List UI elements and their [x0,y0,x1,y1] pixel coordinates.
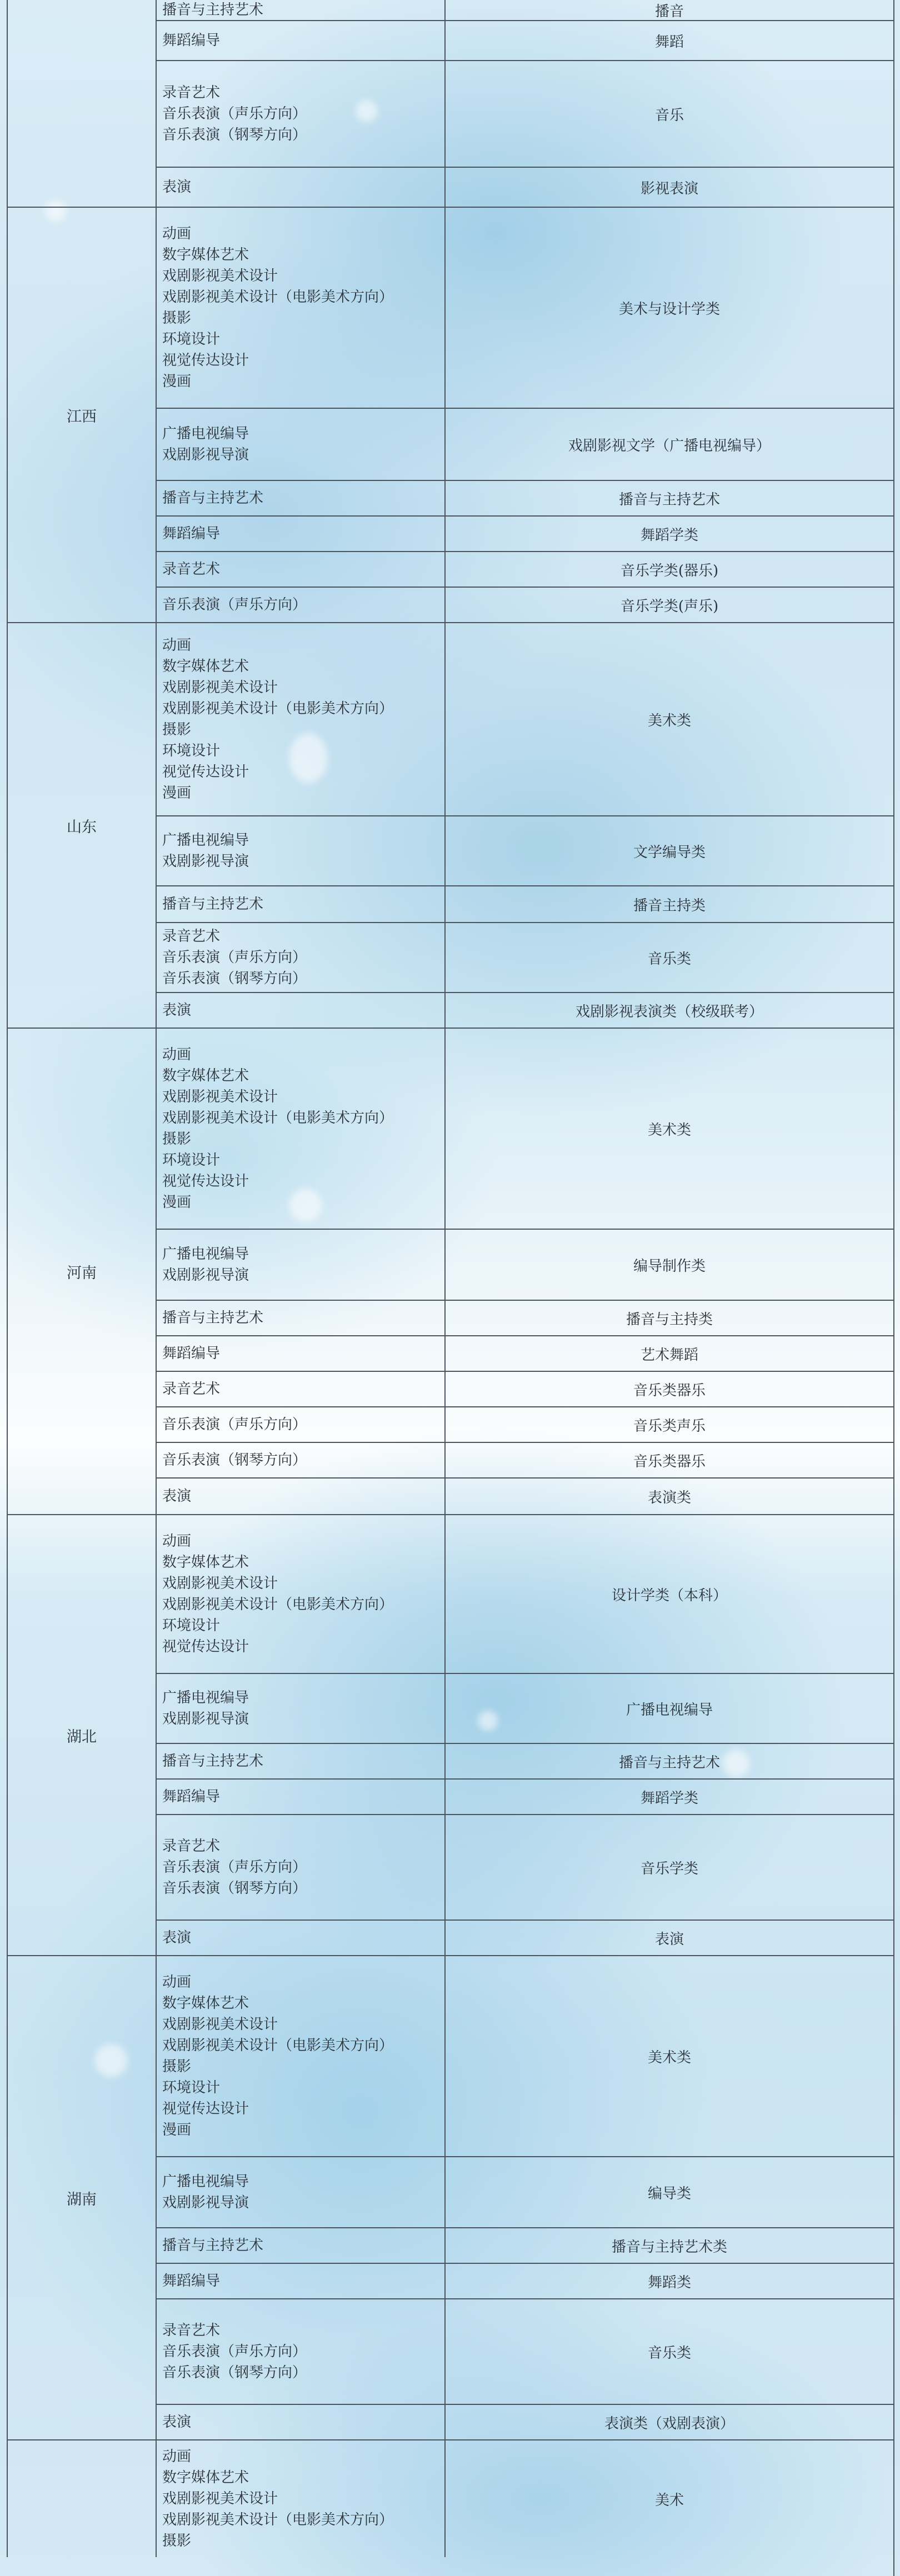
major-name: 表演 [162,179,192,196]
major-name: 视觉传达设计 [162,764,249,780]
majors-cell [157,923,446,993]
province-cell: 山东 [7,623,157,1029]
category-cell: 美术类 [446,623,893,816]
major-name: 戏剧影视导演 [162,1711,249,1727]
major-name: 数字媒体艺术 [162,1995,249,2012]
major-name: 动画 [162,1974,192,1991]
category-cell: 表演类 [446,1479,893,1515]
majors-cell [157,1921,446,1956]
province-cell: 湖南 [7,1956,157,2440]
major-name: 戏剧影视美术设计 [162,1089,278,1105]
major-name: 摄影 [162,310,192,327]
major-name: 戏剧影视美术设计（电影美术方向） [162,1596,394,1613]
category-cell: 音乐类器乐 [446,1443,893,1479]
major-name: 戏剧影视美术设计 [162,1575,278,1592]
majors-cell [157,2405,446,2440]
province-cell [7,0,157,208]
majors-cell [157,21,446,61]
major-name: 音乐表演（声乐方向） [162,1859,307,1876]
major-name: 环境设计 [162,2079,221,2096]
category-cell: 戏剧影视文学（广播电视编导） [446,409,893,481]
category-cell: 播音主持类 [446,886,893,923]
major-name: 广播电视编导 [162,1690,249,1706]
category-cell: 影视表演 [446,168,893,208]
major-name: 音乐表演（声乐方向） [162,1416,307,1433]
major-name: 动画 [162,2448,192,2465]
major-name: 动画 [162,1533,192,1550]
category-cell: 播音与主持艺术类 [446,2228,893,2264]
majors-cell [157,2440,446,2557]
majors-cell [157,1515,446,1674]
category-cell: 音乐类声乐 [446,1407,893,1443]
major-name: 数字媒体艺术 [162,1554,249,1571]
majors-cell [157,1780,446,1815]
majors-cell [157,1956,446,2157]
majors-cell [157,588,446,623]
major-name: 音乐表演（钢琴方向） [162,2364,307,2381]
major-name: 摄影 [162,2058,192,2075]
category-cell: 音乐类器乐 [446,1372,893,1407]
category-cell: 舞蹈 [446,21,893,61]
category-cell: 音乐 [446,61,893,168]
major-name: 戏剧影视美术设计（电影美术方向） [162,2037,394,2054]
major-name: 戏剧影视美术设计（电影美术方向） [162,2512,394,2528]
majors-cell [157,1443,446,1479]
major-name: 戏剧影视美术设计（电影美术方向） [162,700,394,717]
category-cell: 编导类 [446,2157,893,2228]
major-name: 音乐表演（声乐方向） [162,597,307,613]
major-name: 戏剧影视导演 [162,2194,249,2211]
majors-cell [157,1815,446,1921]
majors-cell [157,1336,446,1372]
major-name: 表演 [162,1930,192,1946]
majors-cell [157,517,446,552]
major-name: 播音与主持艺术 [162,2,264,18]
majors-cell [157,168,446,208]
major-name: 音乐表演（钢琴方向） [162,1452,307,1469]
major-name: 戏剧影视导演 [162,853,249,870]
major-name: 录音艺术 [162,928,221,945]
major-name: 视觉传达设计 [162,2101,249,2117]
category-cell: 音乐类 [446,2299,893,2405]
major-name: 戏剧影视美术设计（电影美术方向） [162,289,394,305]
majors-cell [157,2299,446,2405]
major-name: 播音与主持艺术 [162,490,264,507]
province-cell [7,2440,157,2557]
major-name: 录音艺术 [162,2322,221,2339]
province-cell: 江西 [7,208,157,623]
majors-cell [157,1479,446,1515]
major-name: 广播电视编导 [162,1246,249,1262]
majors-cell [157,0,446,21]
major-name: 摄影 [162,1131,192,1147]
category-cell: 舞蹈类 [446,2264,893,2299]
majors-cell [157,1301,446,1336]
major-name: 动画 [162,225,192,242]
major-name: 舞蹈编导 [162,1788,221,1805]
major-name: 漫画 [162,785,192,801]
major-name: 环境设计 [162,1617,221,1634]
category-cell: 广播电视编导 [446,1674,893,1744]
major-name: 播音与主持艺术 [162,1310,264,1326]
category-cell: 音乐学类(声乐) [446,588,893,623]
province-cell: 河南 [7,1029,157,1515]
majors-cell [157,208,446,409]
category-cell: 美术类 [446,1029,893,1230]
category-cell: 表演 [446,1921,893,1956]
majors-cell [157,61,446,168]
major-name: 戏剧影视美术设计 [162,2016,278,2033]
major-name: 舞蹈编导 [162,1345,221,1362]
category-cell: 表演类（戏剧表演） [446,2405,893,2440]
category-cell: 音乐学类(器乐) [446,552,893,588]
major-name: 视觉传达设计 [162,1638,249,1655]
majors-cell [157,552,446,588]
major-name: 摄影 [162,721,192,738]
major-name: 戏剧影视导演 [162,447,249,463]
category-cell: 编导制作类 [446,1230,893,1301]
majors-cell [157,2228,446,2264]
major-name: 舞蹈编导 [162,525,221,542]
major-name: 数字媒体艺术 [162,2469,249,2486]
major-name: 表演 [162,1002,192,1019]
major-name: 广播电视编导 [162,832,249,849]
major-name: 音乐表演（钢琴方向） [162,1880,307,1897]
category-cell: 舞蹈学类 [446,1780,893,1815]
category-cell: 设计学类（本科） [446,1515,893,1674]
major-name: 漫画 [162,2122,192,2138]
major-name: 音乐表演（钢琴方向） [162,127,307,143]
major-name: 表演 [162,2414,192,2430]
major-name: 播音与主持艺术 [162,896,264,913]
major-name: 录音艺术 [162,84,221,101]
major-name: 数字媒体艺术 [162,1068,249,1084]
major-name: 播音与主持艺术 [162,1753,264,1770]
major-name: 数字媒体艺术 [162,247,249,263]
category-cell: 播音与主持艺术 [446,1744,893,1780]
major-name: 录音艺术 [162,1381,221,1397]
category-cell: 舞蹈学类 [446,517,893,552]
majors-cell [157,2157,446,2228]
majors-cell [157,1372,446,1407]
major-name: 舞蹈编导 [162,32,221,49]
category-cell: 戏剧影视表演类（校级联考） [446,993,893,1029]
majors-cell [157,1407,446,1443]
major-name: 音乐表演（声乐方向） [162,106,307,122]
majors-cell [157,481,446,517]
major-name: 舞蹈编导 [162,2273,221,2289]
major-name: 戏剧影视美术设计 [162,679,278,696]
admission-category-table [7,0,894,2576]
majors-cell [157,1744,446,1780]
major-name: 漫画 [162,1194,192,1211]
major-name: 音乐表演（声乐方向） [162,2343,307,2360]
major-name: 动画 [162,637,192,654]
category-cell: 播音与主持类 [446,1301,893,1336]
major-name: 录音艺术 [162,1838,221,1855]
category-cell: 美术与设计学类 [446,208,893,409]
majors-cell [157,816,446,886]
major-name: 数字媒体艺术 [162,658,249,675]
majors-cell [157,886,446,923]
category-cell: 音乐类 [446,923,893,993]
category-cell: 文学编导类 [446,816,893,886]
major-name: 环境设计 [162,1152,221,1169]
majors-cell [157,2264,446,2299]
category-cell: 播音 [446,0,893,21]
category-cell: 美术类 [446,1956,893,2157]
category-cell: 艺术舞蹈 [446,1336,893,1372]
major-name: 戏剧影视导演 [162,1267,249,1284]
major-name: 戏剧影视美术设计（电影美术方向） [162,1110,394,1126]
category-cell: 播音与主持艺术 [446,481,893,517]
category-cell: 音乐学类 [446,1815,893,1921]
majors-cell [157,1674,446,1744]
major-name: 摄影 [162,2533,192,2549]
major-name: 表演 [162,1488,192,1505]
major-name: 动画 [162,1046,192,1063]
major-name: 漫画 [162,373,192,390]
major-name: 视觉传达设计 [162,352,249,369]
majors-cell [157,993,446,1029]
province-cell: 湖北 [7,1515,157,1956]
major-name: 音乐表演（钢琴方向） [162,970,307,987]
major-name: 录音艺术 [162,561,221,578]
major-name: 视觉传达设计 [162,1173,249,1190]
category-cell: 美术 [654,2492,684,2509]
majors-cell [157,623,446,816]
major-name: 音乐表演（声乐方向） [162,949,307,966]
major-name: 广播电视编导 [162,2173,249,2190]
majors-cell [157,409,446,481]
major-name: 戏剧影视美术设计 [162,268,278,284]
major-name: 环境设计 [162,331,221,348]
major-name: 广播电视编导 [162,425,249,442]
majors-cell [157,1029,446,1230]
major-name: 戏剧影视美术设计 [162,2490,278,2507]
major-name: 播音与主持艺术 [162,2237,264,2254]
majors-cell [157,1230,446,1301]
major-name: 环境设计 [162,743,221,759]
